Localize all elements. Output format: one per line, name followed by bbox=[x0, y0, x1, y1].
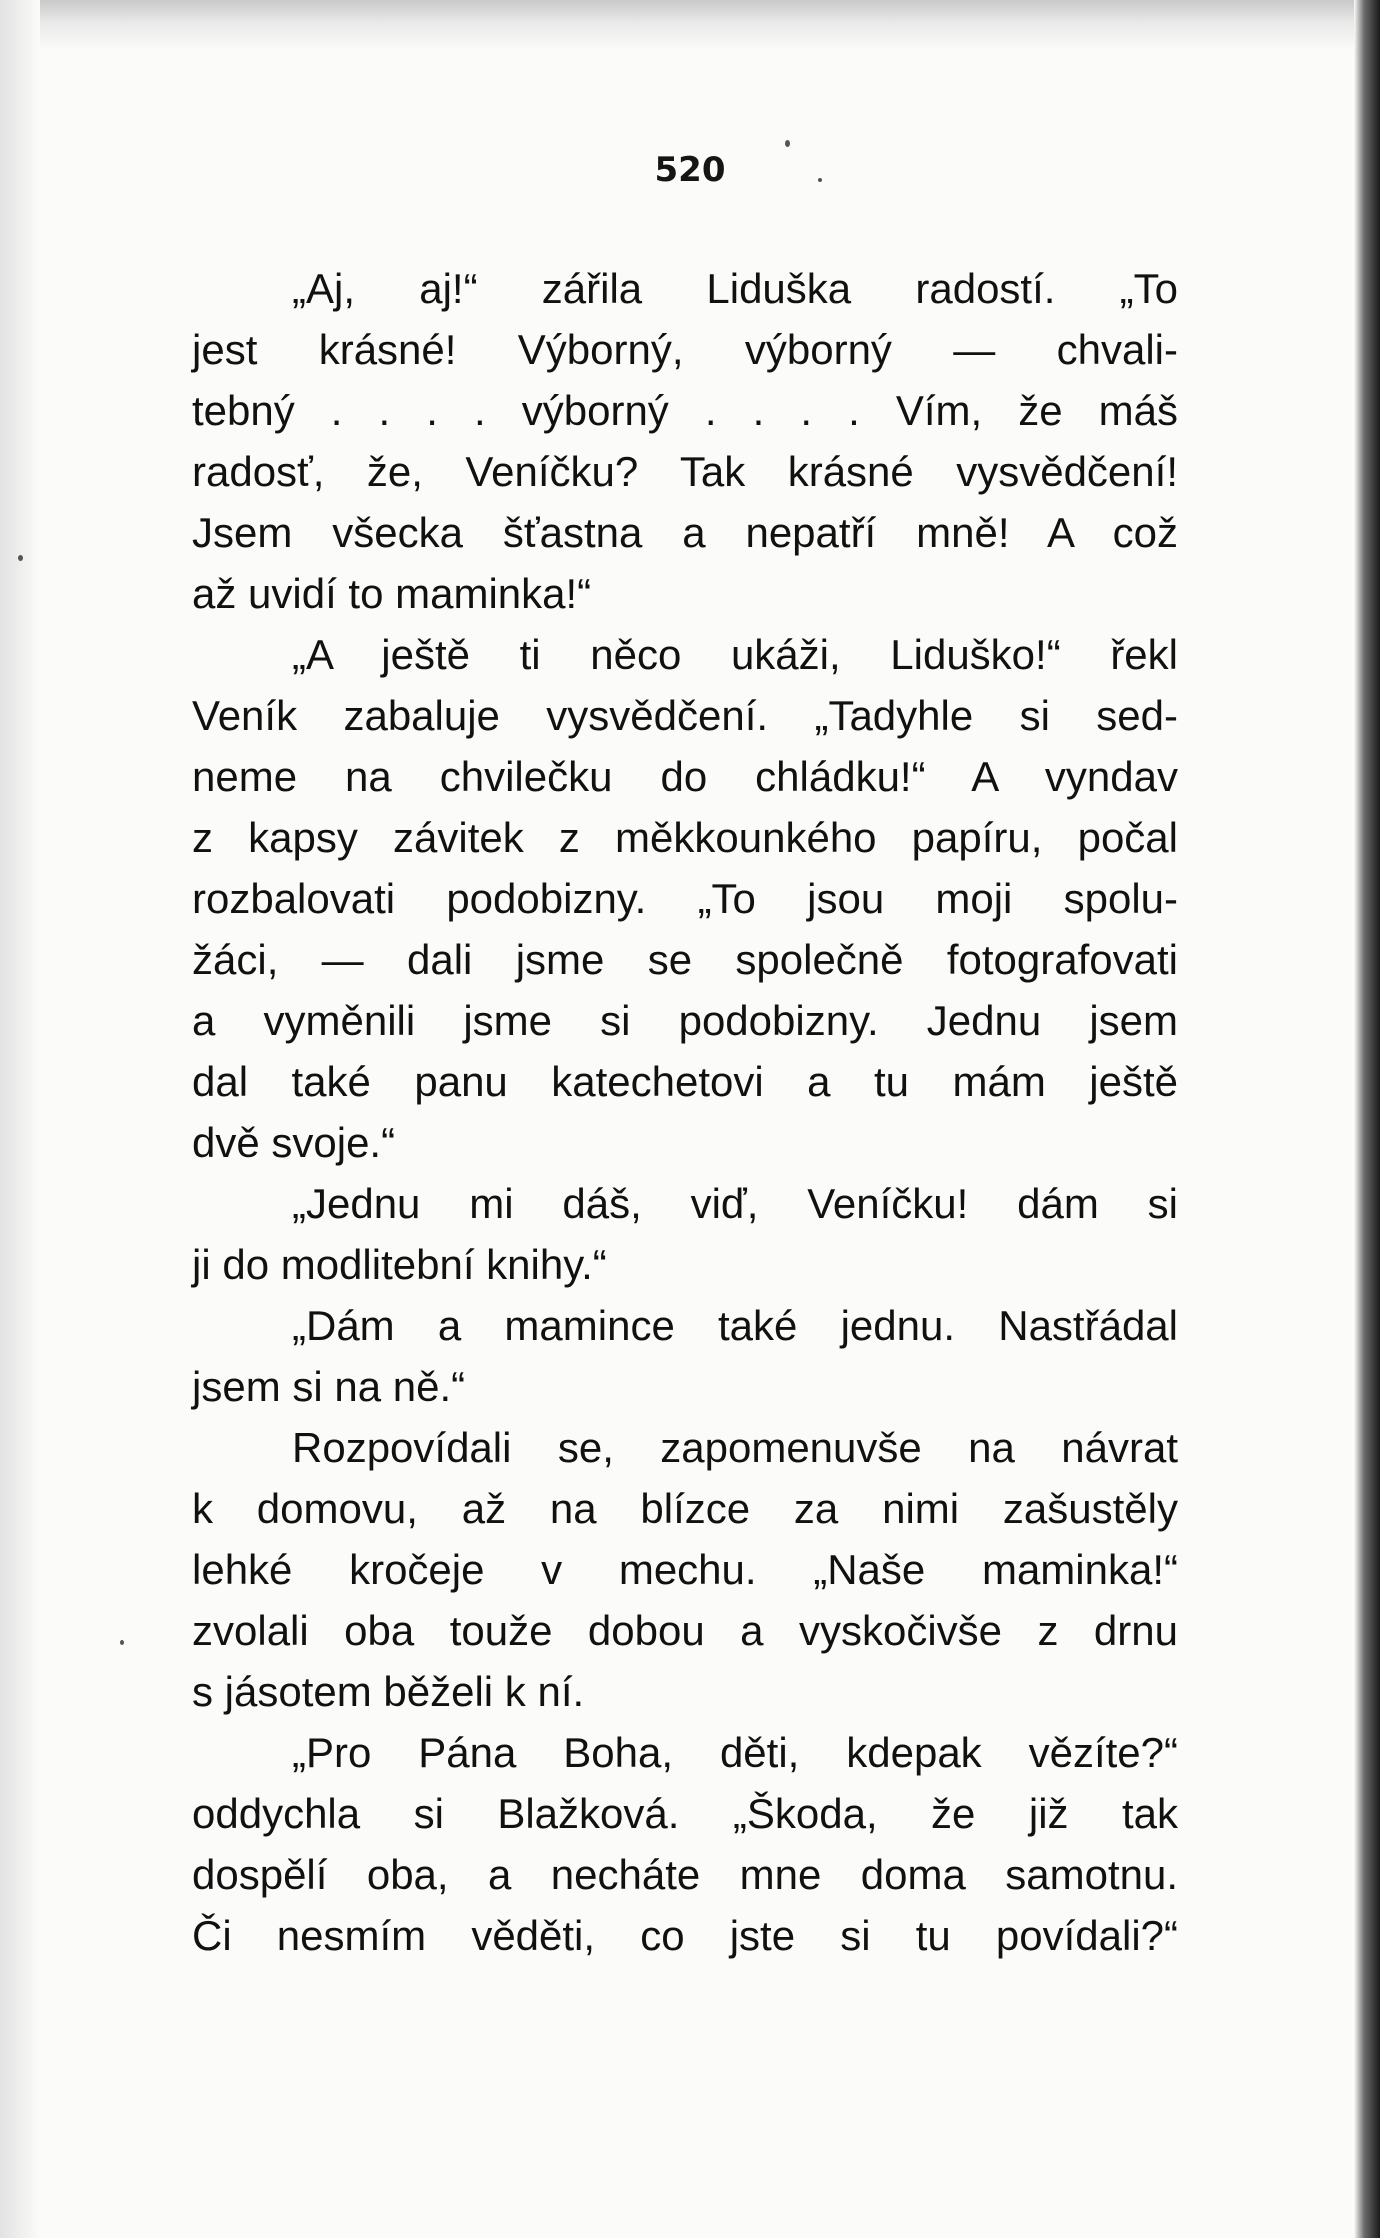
text-line: dvě svoje.“ bbox=[192, 1119, 396, 1166]
scan-left-edge bbox=[0, 0, 40, 2238]
scan-speck bbox=[18, 555, 23, 561]
text-line: ji do modlitební knihy.“ bbox=[192, 1241, 607, 1288]
text-line: jest krásné! Výborný, výborný — chvali- bbox=[192, 326, 1178, 373]
text-line: žáci, — dali jsme se společně fotografovati bbox=[192, 936, 1178, 983]
text-line: s jásotem běželi k ní. bbox=[192, 1668, 585, 1715]
scan-speck bbox=[818, 178, 822, 182]
text-line: „Jednu mi dáš, viď, Veníčku! dám si bbox=[292, 1180, 1178, 1227]
text-line: dal také panu katechetovi a tu mám ještě bbox=[192, 1058, 1178, 1105]
text-line: Veník zabaluje vysvědčení. „Tadyhle si sed- bbox=[192, 692, 1178, 739]
text-line: Rozpovídali se, zapomenuvše na návrat bbox=[292, 1424, 1178, 1471]
text-line: neme na chvilečku do chládku!“ A vyndav bbox=[192, 753, 1178, 800]
text-line: dospělí oba, a necháte mne doma samotnu. bbox=[192, 1851, 1178, 1898]
text-line: Či nesmím věděti, co jste si tu povídali?“ bbox=[192, 1912, 1178, 1959]
text-line: zvolali oba touže dobou a vyskočivše z drnu bbox=[192, 1607, 1178, 1654]
text-line: z kapsy závitek z měkkounkého papíru, počal bbox=[192, 814, 1178, 861]
text-line: lehké kročeje v mechu. „Naše maminka!“ bbox=[192, 1546, 1178, 1593]
text-line: tebný . . . . výborný . . . . Vím, že máš bbox=[192, 387, 1178, 434]
text-line: „A ještě ti něco ukáži, Liduško!“ řekl bbox=[292, 631, 1178, 678]
scan-right-edge bbox=[1354, 0, 1380, 2238]
text-line: rozbalovati podobizny. „To jsou moji spolu- bbox=[192, 875, 1178, 922]
scan-top-edge bbox=[0, 0, 1380, 50]
text-line: radosť, že, Veníčku? Tak krásné vysvědčení! bbox=[192, 448, 1178, 495]
scan-speck bbox=[785, 140, 790, 147]
text-line: Jsem všecka šťastna a nepatří mně! A což bbox=[192, 509, 1178, 556]
text-line: a vyměnili jsme si podobizny. Jednu jsem bbox=[192, 997, 1178, 1044]
text-line: až uvidí to maminka!“ bbox=[192, 570, 592, 617]
text-line: k domovu, až na blízce za nimi zašustěly bbox=[192, 1485, 1178, 1532]
text-line: „Aj, aj!“ zářila Liduška radostí. „To bbox=[292, 265, 1178, 312]
text-line: „Pro Pána Boha, děti, kdepak vězíte?“ bbox=[292, 1729, 1178, 1776]
scan-speck bbox=[120, 1640, 124, 1645]
text-line: „Dám a mamince také jednu. Nastřádal bbox=[292, 1302, 1178, 1349]
text-line: jsem si na ně.“ bbox=[192, 1363, 466, 1410]
text-line: oddychla si Blažková. „Škoda, že již tak bbox=[192, 1790, 1178, 1837]
body-text bbox=[192, 258, 1178, 1966]
page-number: 520 bbox=[654, 150, 726, 190]
